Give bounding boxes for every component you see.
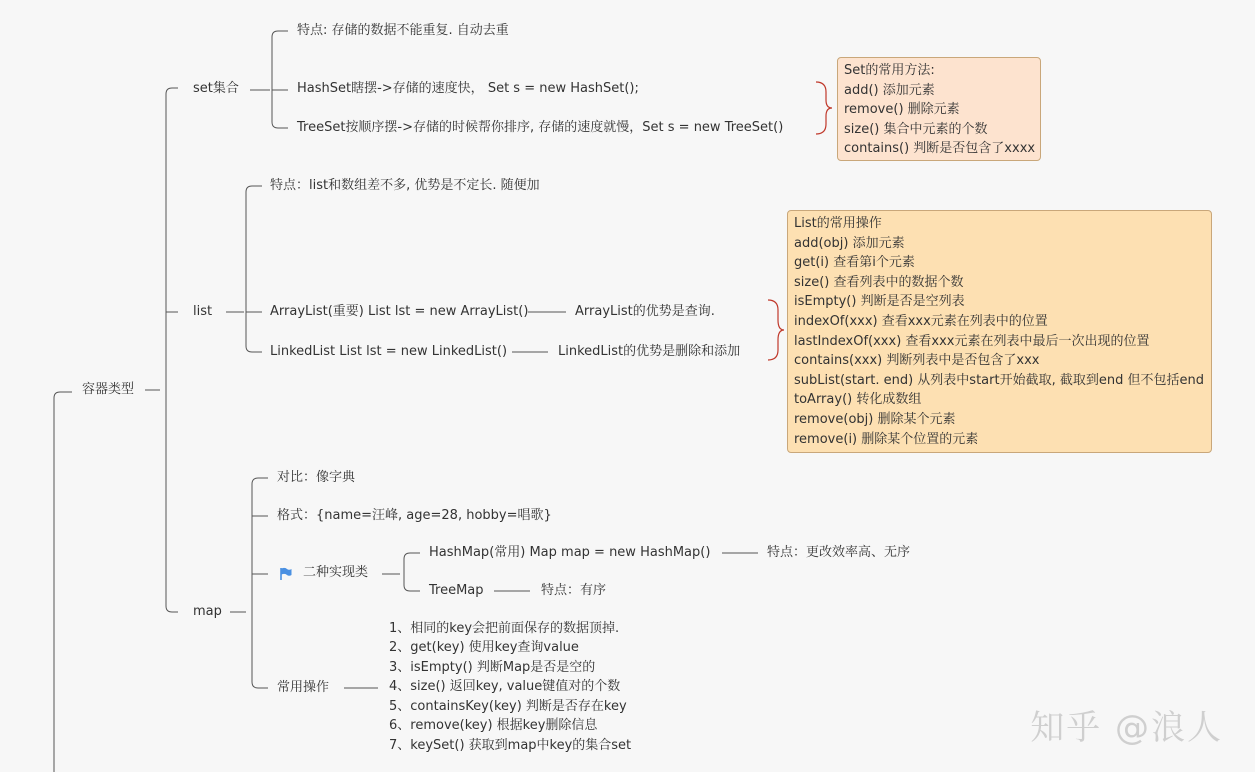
map-node: map xyxy=(193,604,222,619)
map-treemap: TreeMap xyxy=(429,583,484,598)
map-treemap-feature: 特点：有序 xyxy=(541,583,607,598)
map-impl-node: 二种实现类 xyxy=(303,565,369,580)
list-linkedlist-advantage: LinkedList的优势是删除和添加 xyxy=(558,344,741,359)
list-method-item: add(obj) 添加元素 xyxy=(794,235,905,251)
watermark: 知乎 @浪人 xyxy=(1030,708,1223,748)
map-op-item: 3、isEmpty() 判断Map是否是空的 xyxy=(389,660,596,675)
set-methods-title: Set的常用方法: xyxy=(844,63,935,78)
list-linkedlist: LinkedList List lst = new LinkedList() xyxy=(270,344,508,359)
list-method-item: lastIndexOf(xxx) 查看xxx元素在列表中最后一次出现的位置 xyxy=(794,333,1150,349)
list-arraylist-advantage: ArrayList的优势是查询. xyxy=(575,304,715,319)
map-op-item: 5、containsKey(key) 判断是否存在key xyxy=(389,699,627,714)
root-node: 容器类型 xyxy=(82,382,135,397)
set-method-item: contains() 判断是否包含了xxxx xyxy=(844,141,1036,157)
list-method-item: contains(xxx) 判断列表中是否包含了xxx xyxy=(794,353,1040,369)
set-method-item: remove() 删除元素 xyxy=(844,102,960,118)
map-op-item: 6、remove(key) 根据key删除信息 xyxy=(389,718,598,733)
map-op-item: 7、keySet() 获取到map中key的集合set xyxy=(389,738,632,753)
set-feature: 特点: 存储的数据不能重复. 自动去重 xyxy=(297,23,509,38)
set-method-item: add() 添加元素 xyxy=(844,82,935,98)
list-method-item: subList(start. end) 从列表中start开始截取, 截取到end 但不包括end xyxy=(794,372,1204,388)
set-node: set集合 xyxy=(193,81,239,96)
flag-icon xyxy=(279,567,293,581)
set-treeset: TreeSet按顺序摆->存储的时候帮你排序, 存储的速度就慢，Set s = new TreeSet() xyxy=(297,120,784,135)
map-ops-node: 常用操作 xyxy=(277,680,330,695)
map-hashmap-feature: 特点：更改效率高、无序 xyxy=(767,545,911,560)
map-hashmap: HashMap(常用) Map map = new HashMap() xyxy=(429,545,711,560)
set-methods-box xyxy=(837,57,1041,161)
list-method-item: isEmpty() 判断是否是空列表 xyxy=(794,294,965,310)
list-methods-title: List的常用操作 xyxy=(794,216,882,231)
list-node: list xyxy=(193,304,213,319)
list-method-item: toArray() 转化成数组 xyxy=(794,392,922,408)
list-arraylist: ArrayList(重要) List lst = new ArrayList() xyxy=(270,304,529,319)
list-method-item: get(i) 查看第i个元素 xyxy=(794,255,915,271)
set-hashset: HashSet瞎摆->存储的速度快， Set s = new HashSet(); xyxy=(297,81,639,96)
list-method-item: indexOf(xxx) 查看xxx元素在列表中的位置 xyxy=(794,313,1048,329)
list-method-item: remove(obj) 删除某个元素 xyxy=(794,411,956,427)
map-op-item: 4、size() 返回key, value键值对的个数 xyxy=(389,679,621,694)
list-feature: 特点：list和数组差不多, 优势是不定长. 随便加 xyxy=(270,178,540,193)
list-methods-box xyxy=(787,210,1212,453)
map-compare: 对比：像字典 xyxy=(277,470,356,485)
list-method-item: remove(i) 删除某个位置的元素 xyxy=(794,431,979,447)
set-method-item: size() 集合中元素的个数 xyxy=(844,121,988,137)
map-op-item: 1、相同的key会把前面保存的数据顶掉. xyxy=(389,621,620,636)
map-op-item: 2、get(key) 使用key查询value xyxy=(389,640,579,655)
list-method-item: size() 查看列表中的数据个数 xyxy=(794,274,964,290)
map-format: 格式：{name=汪峰, age=28, hobby=唱歌} xyxy=(277,508,552,523)
